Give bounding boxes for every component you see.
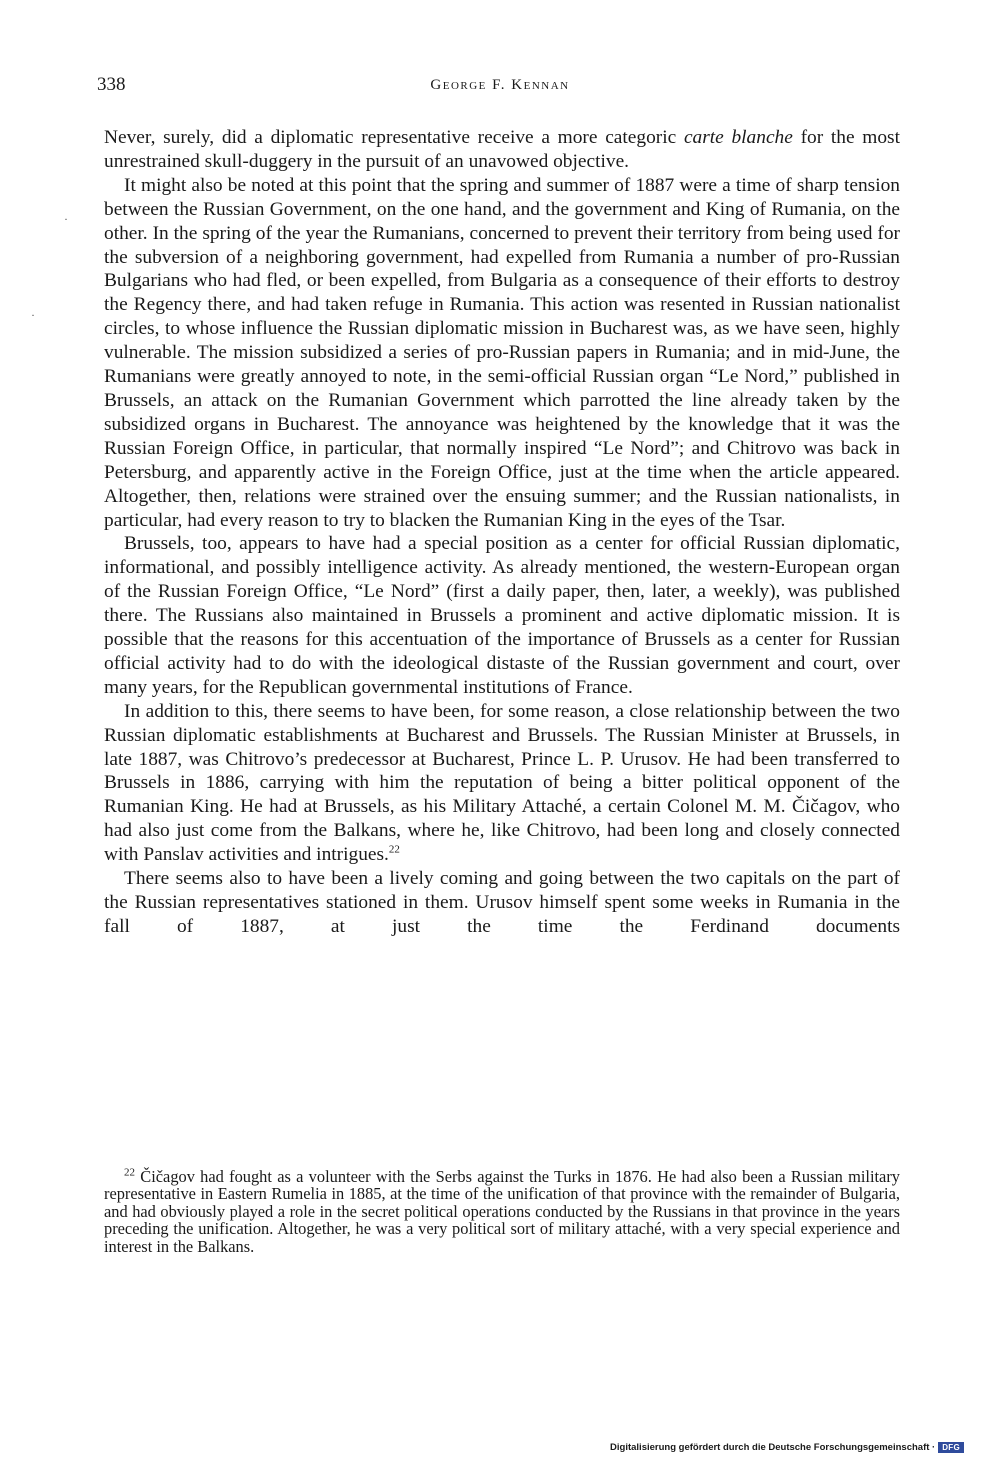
footnote-number: 22 [124, 1166, 135, 1179]
scan-speck: · [31, 308, 35, 322]
paragraph-3: Brussels, too, appears to have had a special position as a center for official Russian diplomatic, informational, and possibly intelligence activity. As already mentioned, the western-European organ of the Russian Foreign Office, “Le Nord” (first a daily paper, then, later, a weekly), was published there. The Russians also maintained in Brussels a prominent and active diplomatic mission. It is possible that the reasons for this accentuation of the importance of Brussels as a center for Russian official activity had to do with the ideological distaste of the Russian government and court, over many years, for the Republican governmental institutions of France. [104, 533, 900, 698]
body-text [104, 126, 900, 939]
digitization-credit [610, 1442, 964, 1453]
page-number: 338 [97, 74, 126, 95]
paragraph-4-text: In addition to this, there seems to have been, for some reason, a close relationship between the two Russian diplomatic establishments at Bucharest and Brussels. The Russian Minister at Brussels, in late 1887, was Chitrovo’s predecessor at Bucharest, Prince L. P. Urusov. He had been transferred to Brussels in 1886, carrying with him the reputation of being a bitter political opponent of the Rumanian King. He had at Brussels, as his Military Attaché, a certain Colonel M. M. Čičagov, who had also just come from the Balkans, where he, like Chitrovo, had been long and closely connected with Panslav activities and intrigues. [104, 700, 900, 866]
running-head: George F. Kennan [430, 77, 570, 93]
footnote-22 [104, 1168, 900, 1255]
footnotes [104, 1168, 900, 1255]
dfg-logo-icon: DFG [938, 1442, 964, 1453]
italic-phrase: carte blanche [683, 127, 793, 148]
digitization-credit-text: Digitalisierung gefördert durch die Deutsche Forschungsgemeinschaft · [610, 1442, 936, 1453]
scan-speck: · [64, 212, 68, 226]
paragraph-1 [104, 126, 900, 174]
paragraph-5: There seems also to have been a lively coming and going between the two capitals on the part of the Russian representatives stationed in them. Urusov himself spent some weeks in Rumania in the fall of 1887, at just the time the Ferdinand documents [104, 868, 900, 937]
paragraph-4 [104, 700, 900, 867]
paragraph-1-start: Never, surely, did a diplomatic representative receive a more categoric [104, 127, 684, 148]
footnote-text: Čičagov had fought as a volunteer with the Serbs against the Turks in 1876. He had also been a Russian military representative in Eastern Rumelia in 1885, at the time of the unification of that province with the remainder of Bulgaria, and had obviously played a role in the secret political operations conducted by the Russians in that province in the years preceding the unification. Altogether, he was a very political sort of military attaché, with a very special experience and interest in the Balkans. [104, 1167, 900, 1256]
footnote-reference: 22 [388, 843, 400, 856]
paragraph-2: It might also be noted at this point that the spring and summer of 1887 were a time of sharp tension between the Russian Government, on the one hand, and the government and King of Rumania, on the other. In the spring of the year the Rumanians, concerned to prevent their territory from being used for the subversion of a neighboring government, had expelled from Rumania a number of pro-Russian Bulgarians who had fled, or been expelled, from Bulgaria as a consequence of their efforts to destroy the Regency there, and had taken refuge in Rumania. This action was resented in Russian nationalist circles, to whose influence the Russian diplomatic mission in Bucharest was, as we have seen, highly vulnerable. The mission subsidized a series of pro-Russian papers in Rumania; and in mid-June, the Rumanians were greatly annoyed to note, in the semi-official Russian organ “Le Nord,” published in Brussels, an attack on the Rumanian Government which parrotted the line already taken by the subsidized organs in Bucharest. The annoyance was heightened by the knowledge that it was the Russian Foreign Office, in particular, that normally inspired “Le Nord”; and Chitrovo was back in Petersburg, and apparently active in the Foreign Office, just at the time when the article appeared. Altogether, then, relations were strained over the ensuing summer; and the Russian nationalists, in particular, had every reason to try to blacken the Rumanian King in the eyes of the Tsar. [104, 174, 900, 531]
paragraph-1-end: for the most unrestrained skull-duggery in the pursuit of an unavowed objective. [104, 127, 900, 172]
